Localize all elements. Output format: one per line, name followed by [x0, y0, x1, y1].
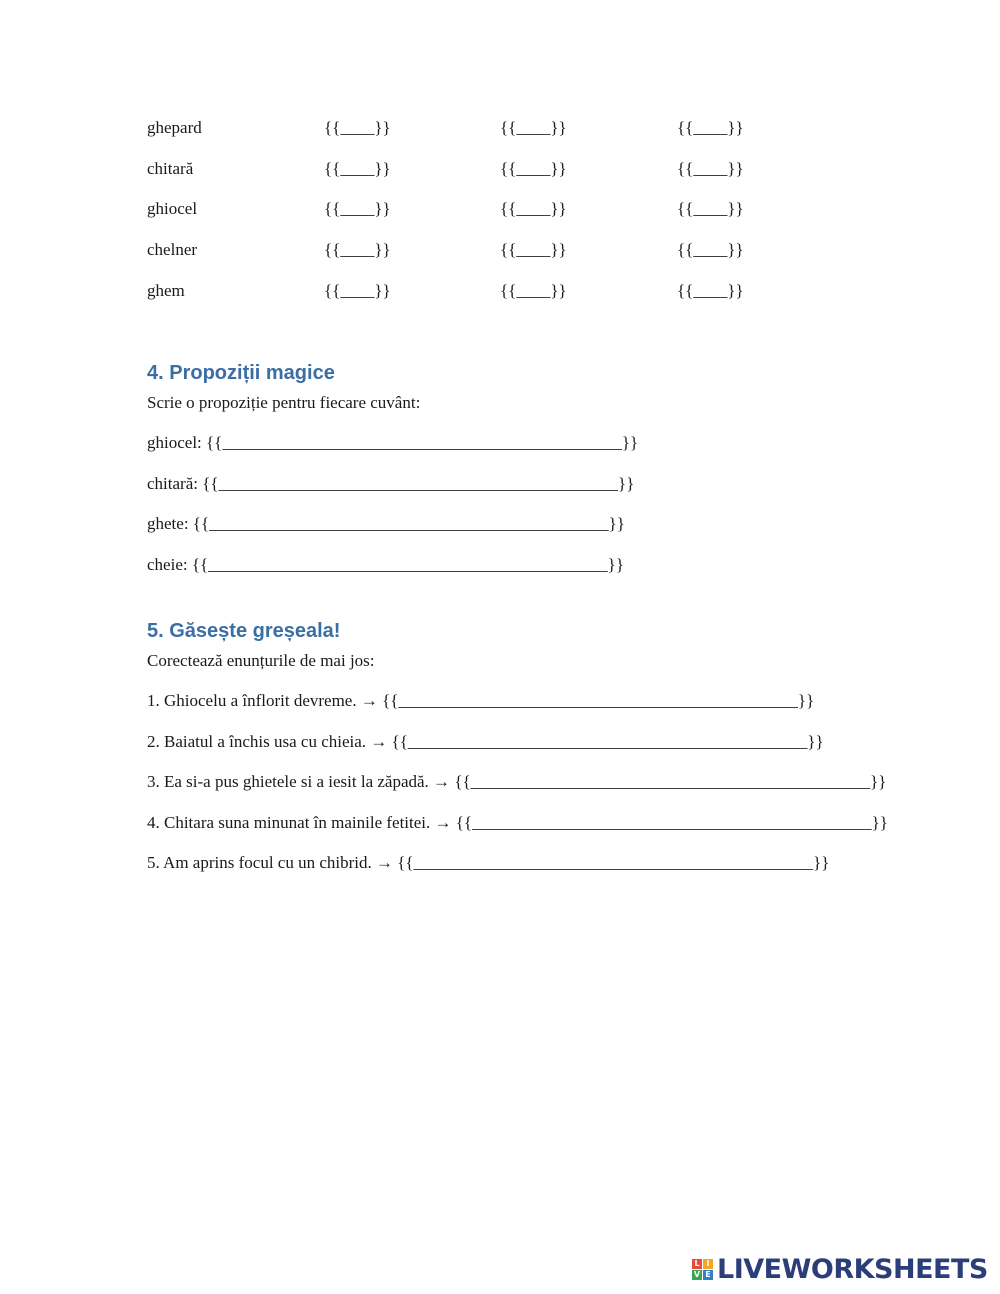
- correction-label: 2. Baiatul a închis usa cu chieia. →: [147, 732, 388, 751]
- table-word: ghiocel: [147, 199, 198, 219]
- section-5-instruction: Corectează enunțurile de mai jos:: [147, 651, 375, 670]
- blank-input[interactable]: {{____}}: [677, 280, 744, 300]
- sentence-blank-input[interactable]: {{_______________________________________________}}: [202, 474, 635, 493]
- blank-input[interactable]: {{____}}: [324, 158, 391, 178]
- sentence-label: ghete:: [147, 514, 189, 533]
- correction-label: 1. Ghiocelu a înflorit devreme. →: [147, 691, 378, 710]
- blank-input[interactable]: {{____}}: [500, 158, 567, 178]
- blank-input[interactable]: {{____}}: [500, 118, 567, 137]
- logo-text: LIVEWORKSHEETS: [717, 1253, 988, 1285]
- table-word: ghepard: [147, 118, 202, 137]
- blank-input[interactable]: {{____}}: [677, 240, 744, 260]
- correction-blank-input[interactable]: {{_______________________________________________}}: [391, 732, 824, 751]
- sentence-item: [147, 474, 634, 494]
- correction-label: 5. Am aprins focul cu un chibrid. →: [147, 853, 393, 872]
- correction-item: [147, 853, 829, 873]
- liveworksheets-logo: [692, 1254, 988, 1284]
- section-4-instruction: Scrie o propoziție pentru fiecare cuvânt:: [147, 393, 421, 412]
- blank-input[interactable]: {{____}}: [324, 118, 391, 137]
- table-word: chitară: [147, 158, 194, 178]
- sentence-item: [147, 514, 625, 534]
- blank-input[interactable]: {{____}}: [677, 118, 744, 137]
- correction-label: 4. Chitara suna minunat în mainile fetitei. →: [147, 813, 452, 832]
- correction-blank-input[interactable]: {{_______________________________________________}}: [382, 691, 815, 710]
- correction-item: [147, 732, 824, 752]
- correction-blank-input[interactable]: {{_______________________________________________}}: [454, 772, 887, 791]
- table-word: ghem: [147, 280, 185, 300]
- blank-input[interactable]: {{____}}: [500, 280, 567, 300]
- sentence-item: [147, 433, 638, 453]
- blank-input[interactable]: {{____}}: [324, 280, 391, 300]
- blank-input[interactable]: {{____}}: [500, 240, 567, 260]
- correction-item: [147, 772, 886, 792]
- sentence-label: cheie:: [147, 555, 188, 574]
- blank-input[interactable]: {{____}}: [324, 199, 391, 219]
- blank-input[interactable]: {{____}}: [677, 199, 744, 219]
- sentence-label: ghiocel:: [147, 433, 202, 452]
- table-word: chelner: [147, 240, 198, 260]
- logo-mark-icon: [692, 1259, 713, 1280]
- blank-input[interactable]: {{____}}: [324, 240, 391, 260]
- blank-input[interactable]: {{____}}: [500, 199, 567, 219]
- correction-blank-input[interactable]: {{_______________________________________________}}: [455, 813, 888, 832]
- sentence-item: [147, 555, 624, 575]
- logo-mark-letter: E: [703, 1270, 713, 1280]
- logo-mark-letter: L: [692, 1259, 702, 1269]
- logo-mark-letter: V: [693, 1269, 701, 1279]
- section-4-title: 4. Propoziții magice: [147, 362, 335, 384]
- correction-blank-input[interactable]: {{_______________________________________________}}: [397, 853, 830, 872]
- correction-item: [147, 691, 814, 711]
- blank-input[interactable]: {{____}}: [677, 158, 744, 178]
- correction-label: 3. Ea si-a pus ghietele si a iesit la zăpadă. →: [147, 772, 451, 791]
- sentence-blank-input[interactable]: {{_______________________________________________}}: [191, 555, 624, 574]
- logo-mark-letter: I: [703, 1259, 713, 1269]
- sentence-blank-input[interactable]: {{_______________________________________________}}: [192, 514, 625, 533]
- section-5-title: 5. Găsește greșeala!: [147, 620, 341, 642]
- correction-item: [147, 813, 888, 833]
- sentence-label: chitară:: [147, 474, 198, 493]
- sentence-blank-input[interactable]: {{_______________________________________________}}: [206, 433, 639, 452]
